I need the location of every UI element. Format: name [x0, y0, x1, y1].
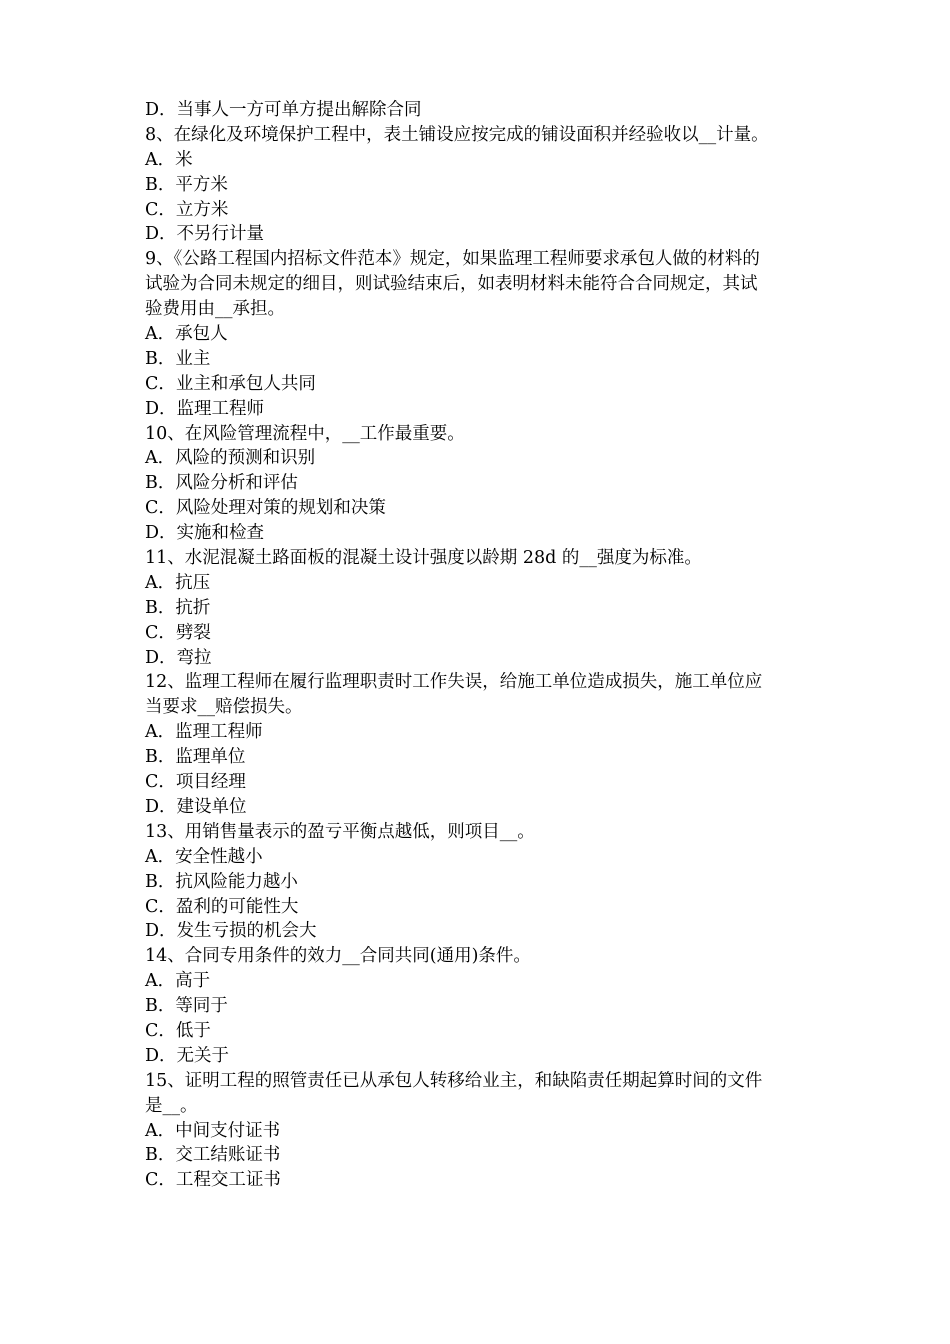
- option-text: C．低于: [145, 1020, 211, 1041]
- question-text-line: 当要求__赔偿损失。: [145, 697, 303, 718]
- option-text: A．风险的预测和识别: [145, 448, 316, 469]
- option-text: B．监理单位: [145, 747, 246, 768]
- option-text: C．工程交工证书: [145, 1170, 281, 1191]
- question-text-line: 验费用由__承担。: [145, 299, 285, 320]
- answer-option: [145, 994, 809, 1019]
- answer-option: [145, 919, 809, 944]
- question-text-line: 是__。: [145, 1095, 198, 1116]
- answer-option: [145, 1019, 809, 1044]
- option-text: D．无关于: [145, 1045, 230, 1066]
- option-text: C．业主和承包人共同: [145, 373, 316, 394]
- option-text: B．交工结账证书: [145, 1145, 281, 1166]
- question-text: 11、水泥混凝土路面板的混凝土设计强度以龄期 28d 的__强度为标准。: [145, 548, 702, 569]
- option-text: C．项目经理: [145, 772, 246, 793]
- answer-option: [145, 795, 809, 820]
- question-block: [145, 1069, 809, 1119]
- answer-option: [145, 870, 809, 895]
- option-text: B．业主: [145, 348, 211, 369]
- option-text: A．高于: [145, 971, 211, 992]
- option-text: D．弯拉: [145, 647, 212, 668]
- answer-option: [145, 173, 809, 198]
- question-block: [145, 944, 809, 969]
- question-block: [145, 247, 809, 322]
- option-text: D．发生亏损的机会大: [145, 921, 317, 942]
- option-text: B．抗风险能力越小: [145, 871, 298, 892]
- option-text: A．抗压: [145, 572, 211, 593]
- answer-option: [145, 845, 809, 870]
- question-block: [145, 820, 809, 845]
- answer-option: [145, 496, 809, 521]
- question-text: 13、用销售量表示的盈亏平衡点越低，则项目__。: [145, 821, 535, 842]
- option-text: D．当事人一方可单方提出解除合同: [145, 100, 422, 120]
- question-block: [145, 422, 809, 447]
- answer-option: [145, 446, 809, 471]
- answer-option: [145, 1119, 809, 1144]
- question-text-line: 15、证明工程的照管责任已从承包人转移给业主，和缺陷责任期起算时间的文件: [145, 1070, 763, 1091]
- answer-option: [145, 720, 809, 745]
- option-text: C．劈裂: [145, 622, 211, 643]
- answer-option: [145, 1143, 809, 1168]
- question-block: [145, 670, 809, 720]
- answer-option: [145, 745, 809, 770]
- question-block: [145, 546, 809, 571]
- answer-option: [145, 1044, 809, 1069]
- option-text: B．风险分析和评估: [145, 473, 298, 494]
- option-text: B．抗折: [145, 597, 211, 618]
- option-text: C．风险处理对策的规划和决策: [145, 498, 386, 519]
- answer-option: [145, 770, 809, 795]
- option-text: B．平方米: [145, 174, 228, 195]
- option-text: A．中间支付证书: [145, 1120, 281, 1141]
- option-text: A．米: [145, 149, 193, 170]
- question-text: 14、合同专用条件的效力__合同共同(通用)条件。: [145, 946, 531, 967]
- answer-option: [145, 397, 809, 422]
- answer-option: [145, 1168, 809, 1193]
- question-text-line: 12、监理工程师在履行监理职责时工作失误，给施工单位造成损失，施工单位应: [145, 672, 763, 693]
- question-text-line: 9、《公路工程国内招标文件范本》规定，如果监理工程师要求承包人做的材料的: [145, 249, 760, 270]
- answer-option: [145, 148, 809, 173]
- answer-option: [145, 222, 809, 247]
- answer-option: [145, 322, 809, 347]
- option-text: A．监理工程师: [145, 722, 263, 743]
- answer-option: [145, 895, 809, 920]
- answer-option: [145, 596, 809, 621]
- option-text: C．立方米: [145, 199, 229, 220]
- document-body: [145, 98, 809, 1193]
- option-text: D．建设单位: [145, 796, 247, 817]
- answer-option: [145, 969, 809, 994]
- answer-option: [145, 571, 809, 596]
- option-text: C．盈利的可能性大: [145, 896, 299, 917]
- option-text: D．不另行计量: [145, 224, 265, 245]
- answer-option: [145, 471, 809, 496]
- answer-option: [145, 198, 809, 223]
- option-text: A．承包人: [145, 324, 228, 345]
- answer-option: [145, 646, 809, 671]
- option-text: D．监理工程师: [145, 398, 265, 419]
- question-block: [145, 123, 809, 148]
- answer-option: [145, 521, 809, 546]
- question-text: 10、在风险管理流程中，__工作最重要。: [145, 423, 465, 444]
- answer-option: [145, 621, 809, 646]
- question-text-line: 试验为合同未规定的细目，则试验结束后，如表明材料未能符合合同规定，其试: [145, 274, 758, 295]
- option-text: B．等同于: [145, 996, 228, 1017]
- answer-option: [145, 372, 809, 397]
- option-text: A．安全性越小: [145, 846, 263, 867]
- answer-option: [145, 98, 809, 123]
- option-text: D．实施和检查: [145, 523, 265, 544]
- answer-option: [145, 347, 809, 372]
- question-text: 8、在绿化及环境保护工程中，表土铺设应按完成的铺设面积并经验收以__计量。: [145, 124, 769, 145]
